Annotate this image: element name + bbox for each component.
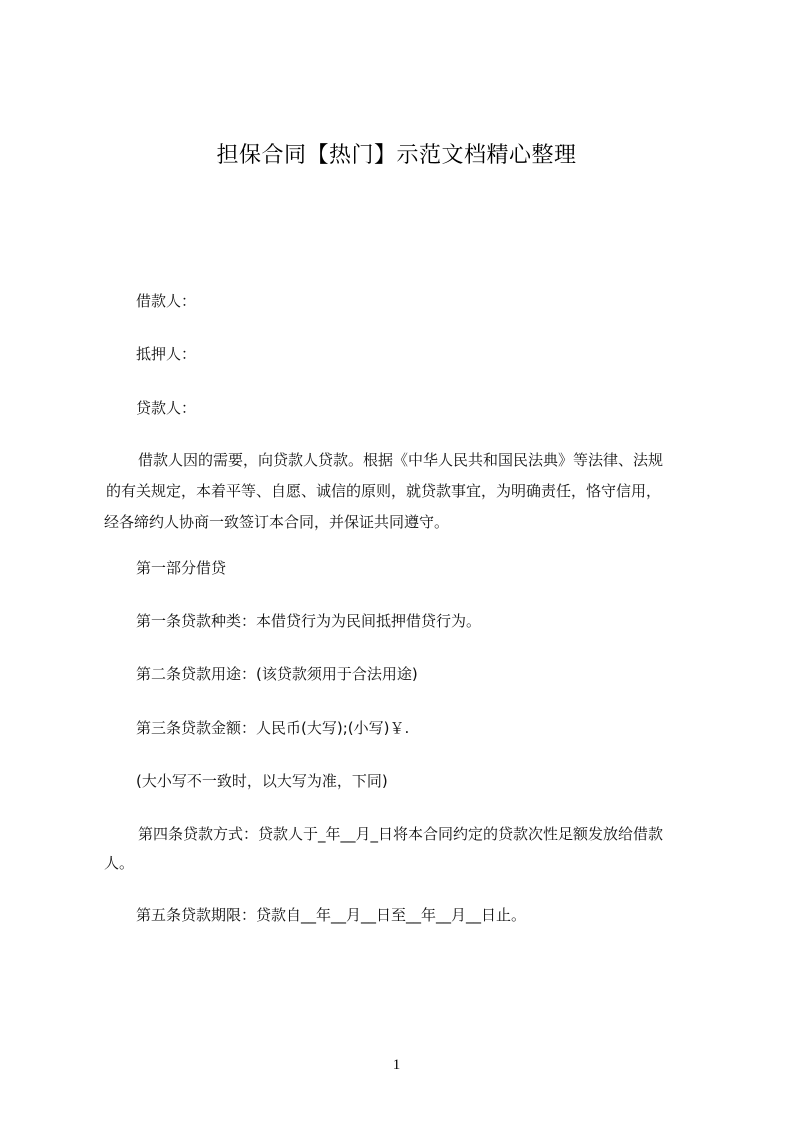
document-title: 担保合同【热门】示范文档精心整理 (216, 143, 577, 168)
article-4-line-1: 第四条贷款方式：贷款人于_年__月_日将本合同约定的贷款次性足额发放给借款 (138, 825, 664, 843)
preamble-paragraph (104, 445, 704, 538)
lender-label: 贷款人： (136, 399, 197, 417)
article-4-line-2: 人。 (104, 854, 135, 872)
article-5: 第五条贷款期限：贷款自__年__月__日至__年__月__日止。 (136, 906, 527, 924)
preamble-line-1: 借款人因的需要，向贷款人贷款。根据《中华人民共和国民法典》等法律、法规 (138, 451, 664, 469)
article-2: 第二条贷款用途：(该贷款须用于合法用途) (136, 665, 418, 683)
borrower-label: 借款人： (136, 292, 197, 310)
page-number: 1 (392, 1057, 401, 1073)
article-3: 第三条贷款金额：人民币(大写);(小写)￥. (136, 719, 410, 737)
article-3-note: (大小写不一致时，以大写为准，下同) (136, 772, 388, 790)
preamble-line-2: 的有关规定，本着平等、自愿、诚信的原则，就贷款事宜，为明确责任，恪守信用， (106, 482, 662, 500)
mortgagor-label: 抵押人： (136, 345, 197, 363)
article-1: 第一条贷款种类：本借贷行为为民间抵押借贷行为。 (136, 612, 482, 630)
part-one-heading: 第一部分借贷 (136, 559, 227, 577)
article-4-paragraph (104, 820, 714, 878)
preamble-line-3: 经各缔约人协商一致签订本合同，并保证共同遵守。 (104, 513, 450, 531)
